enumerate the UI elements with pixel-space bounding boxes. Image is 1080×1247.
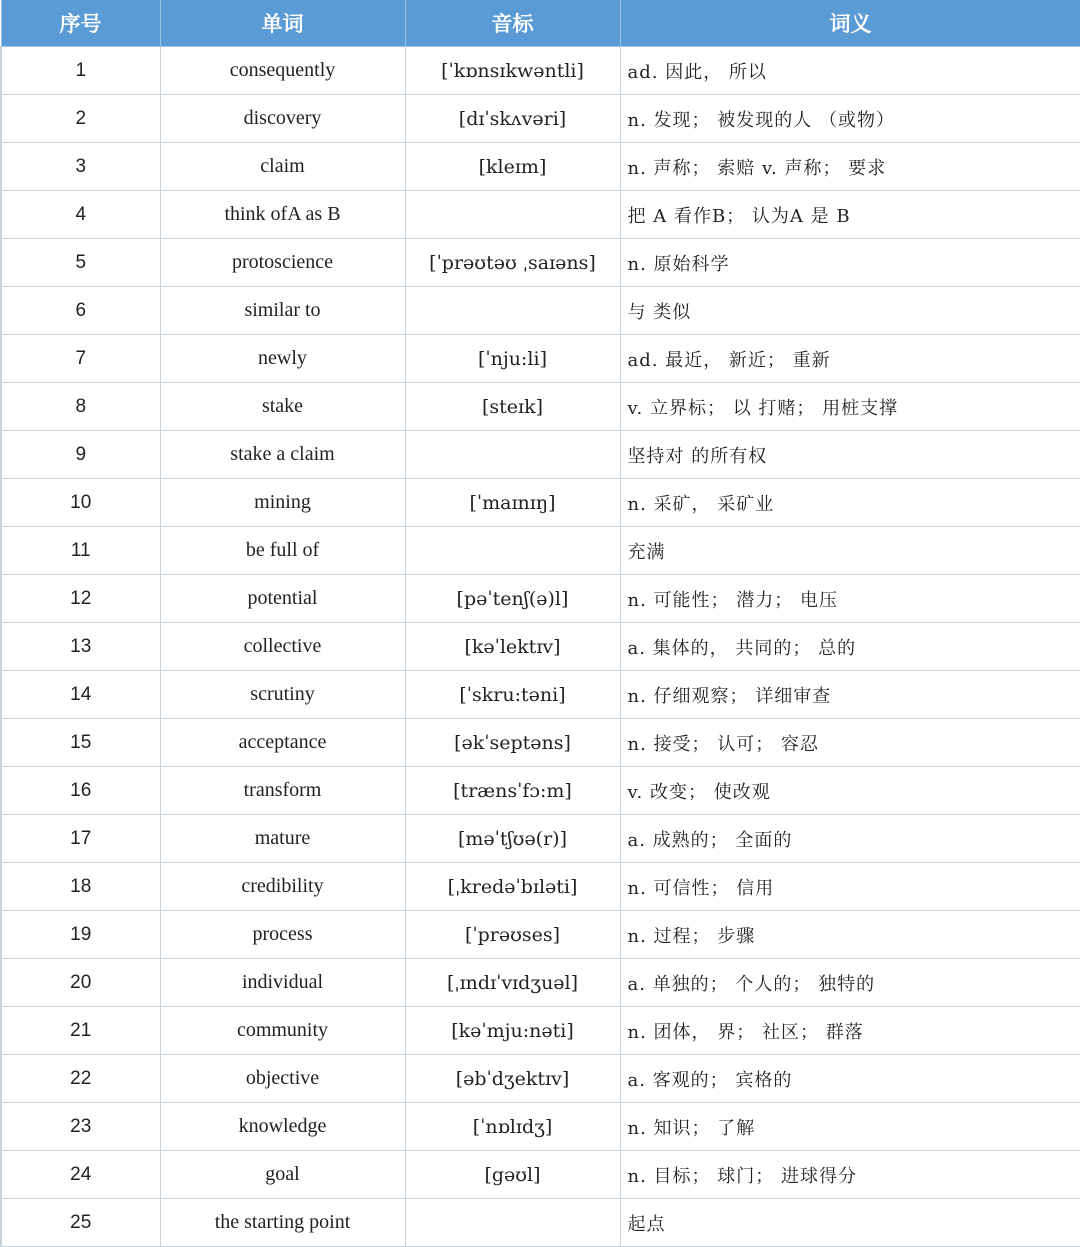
phonetic-cell: [kəˈlektɪv] [405, 623, 620, 671]
table-row [1, 719, 1080, 767]
table-row [1, 863, 1080, 911]
word-cell: potential [160, 575, 405, 623]
phonetic-cell: [əkˈseptəns] [405, 719, 620, 767]
phonetic-cell: [ˈskru:təni] [405, 671, 620, 719]
table-row [1, 527, 1080, 575]
row-number: 14 [1, 671, 160, 719]
meaning-cell: a. 客观的； 宾格的 [620, 1055, 1080, 1103]
meaning-cell: n. 原始科学 [620, 239, 1080, 287]
row-number: 22 [1, 1055, 160, 1103]
phonetic-cell: [ˌkredəˈbɪləti] [405, 863, 620, 911]
table-row [1, 239, 1080, 287]
meaning-cell: n. 仔细观察； 详细审查 [620, 671, 1080, 719]
table-row [1, 287, 1080, 335]
row-number: 21 [1, 1007, 160, 1055]
phonetic-cell: [kəˈmju:nəti] [405, 1007, 620, 1055]
word-cell: objective [160, 1055, 405, 1103]
phonetic-cell: [kleɪm] [405, 143, 620, 191]
row-number: 13 [1, 623, 160, 671]
word-cell: think ofA as B [160, 191, 405, 239]
meaning-cell: a. 成熟的； 全面的 [620, 815, 1080, 863]
row-number: 20 [1, 959, 160, 1007]
phonetic-cell: [trænsˈfɔ:m] [405, 767, 620, 815]
meaning-cell: 把 A 看作B； 认为A 是 B [620, 191, 1080, 239]
meaning-cell: n. 采矿， 采矿业 [620, 479, 1080, 527]
phonetic-cell: [pəˈtenʃ(ə)l] [405, 575, 620, 623]
meaning-cell: n. 过程； 步骤 [620, 911, 1080, 959]
row-number: 18 [1, 863, 160, 911]
meaning-cell: a. 集体的， 共同的； 总的 [620, 623, 1080, 671]
phonetic-cell [405, 527, 620, 575]
word-cell: mining [160, 479, 405, 527]
word-cell: claim [160, 143, 405, 191]
meaning-cell: n. 知识； 了解 [620, 1103, 1080, 1151]
meaning-cell: 充满 [620, 527, 1080, 575]
phonetic-cell: [gəʊl] [405, 1151, 620, 1199]
meaning-cell: ad. 因此， 所以 [620, 47, 1080, 95]
table-row [1, 623, 1080, 671]
word-cell: scrutiny [160, 671, 405, 719]
phonetic-cell: [dɪˈskʌvəri] [405, 95, 620, 143]
table-row [1, 191, 1080, 239]
meaning-cell: 坚持对 的所有权 [620, 431, 1080, 479]
meaning-cell: ad. 最近， 新近； 重新 [620, 335, 1080, 383]
meaning-cell: n. 团体， 界； 社区； 群落 [620, 1007, 1080, 1055]
table-row [1, 959, 1080, 1007]
meaning-cell: v. 改变； 使改观 [620, 767, 1080, 815]
header-meaning: 词义 [620, 0, 1080, 47]
word-cell: mature [160, 815, 405, 863]
table-row [1, 1055, 1080, 1103]
word-cell: acceptance [160, 719, 405, 767]
row-number: 1 [1, 47, 160, 95]
row-number: 10 [1, 479, 160, 527]
row-number: 2 [1, 95, 160, 143]
header-number: 序号 [1, 0, 160, 47]
word-cell: stake [160, 383, 405, 431]
phonetic-cell: [ˈmaɪnɪŋ] [405, 479, 620, 527]
table-row [1, 335, 1080, 383]
table-row [1, 767, 1080, 815]
word-cell: goal [160, 1151, 405, 1199]
phonetic-cell [405, 431, 620, 479]
word-cell: consequently [160, 47, 405, 95]
word-cell: process [160, 911, 405, 959]
meaning-cell: a. 单独的； 个人的； 独特的 [620, 959, 1080, 1007]
row-number: 17 [1, 815, 160, 863]
table-row [1, 47, 1080, 95]
meaning-cell: n. 声称； 索赔 v. 声称； 要求 [620, 143, 1080, 191]
row-number: 6 [1, 287, 160, 335]
word-cell: be full of [160, 527, 405, 575]
table-row [1, 143, 1080, 191]
phonetic-cell: [ˈprəʊtəʊ ˌsaɪəns] [405, 239, 620, 287]
row-number: 23 [1, 1103, 160, 1151]
meaning-cell: n. 可能性； 潜力； 电压 [620, 575, 1080, 623]
phonetic-cell: [steɪk] [405, 383, 620, 431]
word-cell: individual [160, 959, 405, 1007]
meaning-cell: n. 接受； 认可； 容忍 [620, 719, 1080, 767]
phonetic-cell: [əbˈdʒektɪv] [405, 1055, 620, 1103]
row-number: 4 [1, 191, 160, 239]
header-phonetic: 音标 [405, 0, 620, 47]
phonetic-cell [405, 191, 620, 239]
meaning-cell: v. 立界标； 以 打赌； 用桩支撑 [620, 383, 1080, 431]
row-number: 8 [1, 383, 160, 431]
word-cell: knowledge [160, 1103, 405, 1151]
phonetic-cell: [ˈprəʊses] [405, 911, 620, 959]
row-number: 7 [1, 335, 160, 383]
row-number: 9 [1, 431, 160, 479]
word-cell: credibility [160, 863, 405, 911]
header-word: 单词 [160, 0, 405, 47]
meaning-cell: n. 可信性； 信用 [620, 863, 1080, 911]
phonetic-cell [405, 287, 620, 335]
row-number: 15 [1, 719, 160, 767]
word-cell: protoscience [160, 239, 405, 287]
header-row [1, 0, 1080, 47]
phonetic-cell: [ˈkɒnsɪkwəntli] [405, 47, 620, 95]
table-row [1, 671, 1080, 719]
meaning-cell: n. 发现； 被发现的人 （或物） [620, 95, 1080, 143]
phonetic-cell: [ˈnɒlɪdʒ] [405, 1103, 620, 1151]
row-number: 25 [1, 1199, 160, 1247]
table-row [1, 1103, 1080, 1151]
word-cell: community [160, 1007, 405, 1055]
meaning-cell: 起点 [620, 1199, 1080, 1247]
phonetic-cell: [ˌɪndɪˈvɪdʒuəl] [405, 959, 620, 1007]
word-cell: discovery [160, 95, 405, 143]
phonetic-cell: [ˈnju:li] [405, 335, 620, 383]
word-cell: the starting point [160, 1199, 405, 1247]
row-number: 3 [1, 143, 160, 191]
row-number: 11 [1, 527, 160, 575]
table-row [1, 911, 1080, 959]
table-row [1, 1199, 1080, 1247]
table-body [1, 47, 1080, 1247]
phonetic-cell [405, 1199, 620, 1247]
row-number: 24 [1, 1151, 160, 1199]
table-row [1, 575, 1080, 623]
table-row [1, 815, 1080, 863]
meaning-cell: n. 目标； 球门； 进球得分 [620, 1151, 1080, 1199]
phonetic-cell: [məˈtʃʊə(r)] [405, 815, 620, 863]
table-row [1, 479, 1080, 527]
row-number: 16 [1, 767, 160, 815]
table-row [1, 1151, 1080, 1199]
table-row [1, 1007, 1080, 1055]
row-number: 19 [1, 911, 160, 959]
word-cell: newly [160, 335, 405, 383]
word-cell: transform [160, 767, 405, 815]
table-row [1, 431, 1080, 479]
meaning-cell: 与 类似 [620, 287, 1080, 335]
row-number: 12 [1, 575, 160, 623]
word-cell: stake a claim [160, 431, 405, 479]
table-row [1, 383, 1080, 431]
word-cell: collective [160, 623, 405, 671]
table-row [1, 95, 1080, 143]
word-cell: similar to [160, 287, 405, 335]
row-number: 5 [1, 239, 160, 287]
table-header [1, 0, 1080, 47]
